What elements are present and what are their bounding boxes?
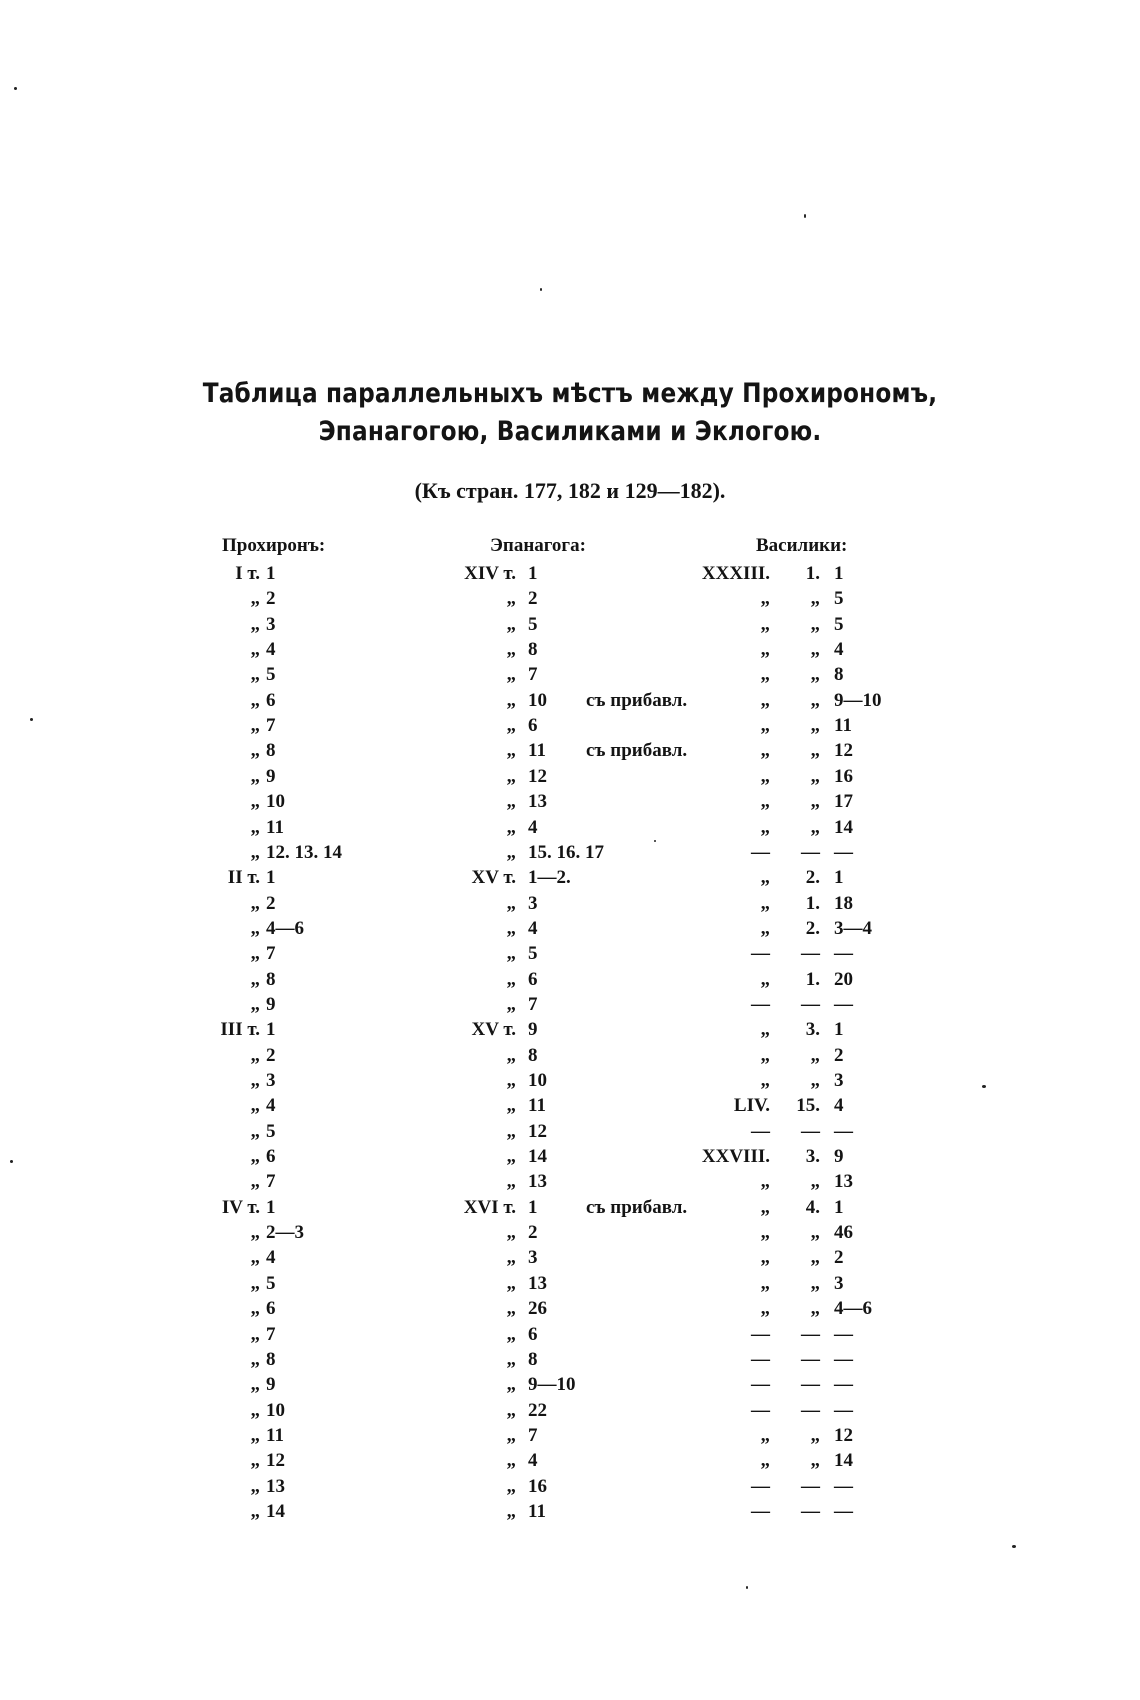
cell-basilika-title: „ xyxy=(810,1425,820,1446)
cell-epanagoge-title: „ xyxy=(506,740,516,761)
cell-epanagoge-title: „ xyxy=(506,918,516,939)
cell-epanagoge-title: „ xyxy=(506,1450,516,1471)
cell-procheiron-title: „ xyxy=(250,1298,260,1319)
cell-basilika-title: — xyxy=(801,1324,820,1345)
cell-basilika-title: 1. xyxy=(805,893,820,914)
cell-basilika-book: „ xyxy=(760,715,770,736)
cell-procheiron-section: 7 xyxy=(266,715,276,736)
cell-basilika-book: „ xyxy=(760,1222,770,1243)
cell-epanagoge-title: „ xyxy=(506,969,516,990)
cell-basilika-title: „ xyxy=(810,1171,820,1192)
cell-basilika-title: „ xyxy=(810,1298,820,1319)
cell-procheiron-section: 8 xyxy=(266,740,276,761)
cell-procheiron-section: 9 xyxy=(266,994,276,1015)
cell-epanagoge-section: 8 xyxy=(528,1349,538,1370)
cell-epanagoge-title: „ xyxy=(506,893,516,914)
scan-speck xyxy=(10,1160,13,1163)
cell-procheiron-section: 8 xyxy=(266,1349,276,1370)
cell-basilika-chapter: 16 xyxy=(834,766,853,787)
cell-procheiron-section: 10 xyxy=(266,791,285,812)
cell-procheiron-section: 4 xyxy=(266,1247,276,1268)
cell-epanagoge-section: 15. 16. 17 xyxy=(528,842,604,863)
scan-speck xyxy=(982,1085,986,1088)
cell-basilika-title: — xyxy=(801,943,820,964)
cell-epanagoge-section: 9—10 xyxy=(528,1374,576,1395)
cell-basilika-chapter: 12 xyxy=(834,1425,853,1446)
cell-procheiron-title: „ xyxy=(250,639,260,660)
cell-epanagoge-section: 14 xyxy=(528,1146,547,1167)
cell-basilika-book: „ xyxy=(760,817,770,838)
scan-speck xyxy=(804,214,806,218)
cell-basilika-chapter: — xyxy=(834,1476,853,1497)
cell-procheiron-title: „ xyxy=(250,1324,260,1345)
cell-basilika-title: „ xyxy=(810,791,820,812)
cell-procheiron-title: „ xyxy=(250,893,260,914)
column-header-procheiron: Прохиронъ: xyxy=(222,535,326,556)
cell-basilika-chapter: — xyxy=(834,1324,853,1345)
cell-basilika-title: — xyxy=(801,1476,820,1497)
cell-epanagoge-title: „ xyxy=(506,994,516,1015)
cell-basilika-book: „ xyxy=(760,969,770,990)
cell-epanagoge-section: 11 xyxy=(528,1501,546,1522)
cell-procheiron-title: „ xyxy=(250,1095,260,1116)
cell-basilika-chapter: — xyxy=(834,943,853,964)
cell-procheiron-title: „ xyxy=(250,1146,260,1167)
cell-basilika-chapter: 14 xyxy=(834,817,853,838)
cell-basilika-book: „ xyxy=(760,1247,770,1268)
cell-basilika-book: „ xyxy=(760,639,770,660)
cell-procheiron-section: 1 xyxy=(266,1019,276,1040)
cell-basilika-book: „ xyxy=(760,1045,770,1066)
cell-epanagoge-title: „ xyxy=(506,664,516,685)
cell-procheiron-title: „ xyxy=(250,994,260,1015)
cell-procheiron-title: „ xyxy=(250,1400,260,1421)
cell-basilika-book: — xyxy=(751,1324,770,1345)
cell-basilika-chapter: 8 xyxy=(834,664,844,685)
cell-epanagoge-title: XVI т. xyxy=(463,1197,516,1218)
cell-procheiron-section: 1 xyxy=(266,1197,276,1218)
cell-basilika-chapter: 12 xyxy=(834,740,853,761)
cell-basilika-chapter: 4—6 xyxy=(834,1298,872,1319)
cell-basilika-book: — xyxy=(751,1400,770,1421)
cell-basilika-chapter: 13 xyxy=(834,1171,853,1192)
cell-basilika-book: „ xyxy=(760,690,770,711)
cell-basilika-title: — xyxy=(801,994,820,1015)
cell-procheiron-section: 6 xyxy=(266,1146,276,1167)
cell-procheiron-title: „ xyxy=(250,766,260,787)
cell-basilika-title: — xyxy=(801,1400,820,1421)
cell-epanagoge-title: „ xyxy=(506,1349,516,1370)
cell-basilika-title: — xyxy=(801,842,820,863)
cell-epanagoge-title: „ xyxy=(506,690,516,711)
cell-procheiron-title: „ xyxy=(250,1121,260,1142)
cell-epanagoge-note: съ прибавл. xyxy=(586,1197,688,1218)
cell-procheiron-title: „ xyxy=(250,664,260,685)
cell-procheiron-title: „ xyxy=(250,1374,260,1395)
cell-procheiron-section: 3 xyxy=(266,614,276,635)
cell-procheiron-section: 7 xyxy=(266,943,276,964)
scan-speck xyxy=(746,1586,748,1589)
cell-basilika-title: „ xyxy=(810,1450,820,1471)
cell-procheiron-section: 11 xyxy=(266,817,284,838)
cell-basilika-title: 2. xyxy=(805,867,820,888)
cell-basilika-chapter: 3—4 xyxy=(834,918,872,939)
cell-procheiron-title: „ xyxy=(250,614,260,635)
cell-basilika-book: „ xyxy=(760,766,770,787)
cell-basilika-title: „ xyxy=(810,817,820,838)
cell-basilika-chapter: 1 xyxy=(834,563,844,584)
cell-procheiron-title: „ xyxy=(250,969,260,990)
cell-basilika-title: „ xyxy=(810,1247,820,1268)
cell-basilika-book: „ xyxy=(760,1171,770,1192)
cell-basilika-title: „ xyxy=(810,1070,820,1091)
cell-basilika-book: — xyxy=(751,1349,770,1370)
cell-epanagoge-title: „ xyxy=(506,1501,516,1522)
cell-procheiron-section: 4—6 xyxy=(266,918,304,939)
cell-basilika-book: „ xyxy=(760,740,770,761)
cell-basilika-book: „ xyxy=(760,588,770,609)
cell-procheiron-title: „ xyxy=(250,1247,260,1268)
cell-procheiron-title: „ xyxy=(250,1045,260,1066)
cell-basilika-book: „ xyxy=(760,1450,770,1471)
cell-procheiron-section: 5 xyxy=(266,1273,276,1294)
cell-basilika-chapter: 9—10 xyxy=(834,690,882,711)
column-header-epanagoge: Эпанагога: xyxy=(490,535,586,556)
cell-basilika-book: „ xyxy=(760,893,770,914)
cell-epanagoge-title: „ xyxy=(506,1247,516,1268)
cell-procheiron-title: „ xyxy=(250,943,260,964)
cell-basilika-book: — xyxy=(751,1476,770,1497)
cell-epanagoge-title: XV т. xyxy=(471,1019,516,1040)
cell-procheiron-section: 2 xyxy=(266,588,276,609)
cell-basilika-chapter: — xyxy=(834,1400,853,1421)
cell-basilika-chapter: 1 xyxy=(834,1019,844,1040)
cell-epanagoge-title: „ xyxy=(506,1425,516,1446)
cell-procheiron-section: 9 xyxy=(266,1374,276,1395)
cell-basilika-title: — xyxy=(801,1121,820,1142)
cell-basilika-book: „ xyxy=(760,1197,770,1218)
cell-basilika-chapter: — xyxy=(834,1349,853,1370)
cell-basilika-title: 1. xyxy=(805,563,820,584)
cell-basilika-chapter: 17 xyxy=(834,791,853,812)
cell-epanagoge-title: „ xyxy=(506,1400,516,1421)
cell-procheiron-section: 7 xyxy=(266,1324,276,1345)
cell-epanagoge-section: 4 xyxy=(528,1450,538,1471)
cell-epanagoge-title: „ xyxy=(506,1222,516,1243)
table-title-line-1: Таблица параллельныхъ мѣстъ между Прохирономъ, xyxy=(202,378,938,409)
cell-basilika-book: XXXIII. xyxy=(701,563,770,584)
cell-procheiron-section: 9 xyxy=(266,766,276,787)
cell-procheiron-title: „ xyxy=(250,817,260,838)
cell-procheiron-section: 2 xyxy=(266,1045,276,1066)
scan-speck xyxy=(1012,1545,1016,1548)
cell-procheiron-title: „ xyxy=(250,842,260,863)
cell-basilika-book: — xyxy=(751,1501,770,1522)
scan-speck xyxy=(30,718,33,721)
cell-basilika-book: „ xyxy=(760,867,770,888)
cell-epanagoge-section: 8 xyxy=(528,639,538,660)
cell-epanagoge-title: „ xyxy=(506,817,516,838)
cell-procheiron-section: 10 xyxy=(266,1400,285,1421)
cell-epanagoge-section: 4 xyxy=(528,918,538,939)
cell-epanagoge-title: „ xyxy=(506,1324,516,1345)
cell-basilika-book: — xyxy=(751,1374,770,1395)
cell-basilika-chapter: — xyxy=(834,1121,853,1142)
cell-procheiron-title: „ xyxy=(250,1171,260,1192)
cell-basilika-book: — xyxy=(751,994,770,1015)
cell-epanagoge-section: 5 xyxy=(528,943,538,964)
cell-epanagoge-section: 7 xyxy=(528,1425,538,1446)
cell-basilika-book: „ xyxy=(760,1070,770,1091)
cell-procheiron-title: I т. xyxy=(235,563,260,584)
cell-basilika-title: „ xyxy=(810,740,820,761)
cell-basilika-book: — xyxy=(751,842,770,863)
cell-epanagoge-section: 6 xyxy=(528,1324,538,1345)
cell-epanagoge-note: съ прибавл. xyxy=(586,740,688,761)
cell-epanagoge-title: „ xyxy=(506,1273,516,1294)
cell-basilika-chapter: — xyxy=(834,842,853,863)
cell-basilika-title: — xyxy=(801,1501,820,1522)
cell-basilika-book: „ xyxy=(760,791,770,812)
cell-procheiron-section: 12. 13. 14 xyxy=(266,842,342,863)
cell-procheiron-section: 6 xyxy=(266,690,276,711)
cell-basilika-book: „ xyxy=(760,1273,770,1294)
cell-basilika-book: XXVIII. xyxy=(701,1146,770,1167)
cell-procheiron-section: 5 xyxy=(266,1121,276,1142)
cell-basilika-chapter: 9 xyxy=(834,1146,844,1167)
cell-basilika-chapter: 14 xyxy=(834,1450,853,1471)
cell-basilika-book: — xyxy=(751,1121,770,1142)
cell-basilika-book: „ xyxy=(760,1425,770,1446)
cell-epanagoge-section: 6 xyxy=(528,715,538,736)
cell-procheiron-section: 8 xyxy=(266,969,276,990)
cell-procheiron-title: „ xyxy=(250,690,260,711)
cell-epanagoge-section: 12 xyxy=(528,1121,547,1142)
cell-procheiron-title: „ xyxy=(250,588,260,609)
cell-epanagoge-section: 5 xyxy=(528,614,538,635)
cell-epanagoge-section: 16 xyxy=(528,1476,547,1497)
cell-basilika-book: „ xyxy=(760,664,770,685)
cell-basilika-title: „ xyxy=(810,664,820,685)
cell-basilika-chapter: — xyxy=(834,994,853,1015)
cell-procheiron-title: „ xyxy=(250,918,260,939)
cell-procheiron-section: 3 xyxy=(266,1070,276,1091)
cell-epanagoge-title: „ xyxy=(506,791,516,812)
cell-procheiron-section: 13 xyxy=(266,1476,285,1497)
cell-epanagoge-section: 9 xyxy=(528,1019,538,1040)
cell-epanagoge-title: „ xyxy=(506,588,516,609)
cell-basilika-chapter: 2 xyxy=(834,1247,844,1268)
cell-epanagoge-section: 2 xyxy=(528,1222,538,1243)
cell-procheiron-title: „ xyxy=(250,1425,260,1446)
cell-procheiron-title: II т. xyxy=(227,867,260,888)
cell-epanagoge-section: 3 xyxy=(528,893,538,914)
cell-procheiron-section: 4 xyxy=(266,639,276,660)
cell-basilika-book: „ xyxy=(760,1298,770,1319)
cell-epanagoge-title: XV т. xyxy=(471,867,516,888)
cell-epanagoge-section: 12 xyxy=(528,766,547,787)
cell-basilika-chapter: 4 xyxy=(834,639,844,660)
cell-epanagoge-section: 11 xyxy=(528,1095,546,1116)
cell-procheiron-section: 1 xyxy=(266,563,276,584)
cell-epanagoge-title: „ xyxy=(506,766,516,787)
cell-epanagoge-section: 8 xyxy=(528,1045,538,1066)
page-reference-subtitle: (Къ стран. 177, 182 и 129—182). xyxy=(414,478,726,503)
cell-epanagoge-section: 1 xyxy=(528,563,538,584)
cell-epanagoge-section: 1 xyxy=(528,1197,538,1218)
cell-procheiron-title: „ xyxy=(250,1349,260,1370)
cell-procheiron-title: III т. xyxy=(220,1019,260,1040)
cell-procheiron-section: 2 xyxy=(266,893,276,914)
cell-basilika-title: — xyxy=(801,1349,820,1370)
cell-procheiron-title: „ xyxy=(250,1070,260,1091)
cell-procheiron-section: 1 xyxy=(266,867,276,888)
column-header-basilika: Василики: xyxy=(756,535,848,556)
cell-epanagoge-section: 4 xyxy=(528,817,538,838)
cell-epanagoge-section: 3 xyxy=(528,1247,538,1268)
cell-epanagoge-section: 2 xyxy=(528,588,538,609)
cell-epanagoge-section: 11 xyxy=(528,740,546,761)
cell-procheiron-title: „ xyxy=(250,715,260,736)
cell-epanagoge-title: „ xyxy=(506,1476,516,1497)
cell-basilika-title: „ xyxy=(810,639,820,660)
cell-procheiron-title: IV т. xyxy=(221,1197,260,1218)
cell-basilika-book: „ xyxy=(760,1019,770,1040)
cell-epanagoge-title: „ xyxy=(506,943,516,964)
cell-basilika-title: „ xyxy=(810,588,820,609)
cell-basilika-title: 4. xyxy=(805,1197,820,1218)
cell-epanagoge-section: 10 xyxy=(528,1070,547,1091)
cell-basilika-chapter: 3 xyxy=(834,1273,844,1294)
cell-basilika-title: „ xyxy=(810,1045,820,1066)
cell-epanagoge-note: съ прибавл. xyxy=(586,690,688,711)
cell-basilika-chapter: 1 xyxy=(834,867,844,888)
cell-procheiron-title: „ xyxy=(250,1450,260,1471)
cell-basilika-title: „ xyxy=(810,1273,820,1294)
cell-procheiron-title: „ xyxy=(250,1222,260,1243)
scan-speck xyxy=(14,87,17,90)
cell-procheiron-section: 12 xyxy=(266,1450,285,1471)
cell-basilika-book: — xyxy=(751,943,770,964)
scan-speck xyxy=(540,288,542,291)
cell-epanagoge-title: „ xyxy=(506,1374,516,1395)
cell-basilika-chapter: 1 xyxy=(834,1197,844,1218)
cell-basilika-chapter: 5 xyxy=(834,614,844,635)
cell-basilika-title: 3. xyxy=(805,1019,820,1040)
cell-basilika-title: 1. xyxy=(805,969,820,990)
cell-epanagoge-section: 1—2. xyxy=(528,867,571,888)
cell-epanagoge-section: 13 xyxy=(528,1171,547,1192)
cell-epanagoge-title: „ xyxy=(506,1171,516,1192)
table-title-line-2: Эпанагогою, Василиками и Эклогою. xyxy=(318,416,822,447)
cell-basilika-chapter: 3 xyxy=(834,1070,844,1091)
cell-procheiron-section: 6 xyxy=(266,1298,276,1319)
cell-procheiron-section: 5 xyxy=(266,664,276,685)
cell-procheiron-section: 11 xyxy=(266,1425,284,1446)
cell-procheiron-section: 4 xyxy=(266,1095,276,1116)
cell-epanagoge-section: 22 xyxy=(528,1400,547,1421)
cell-basilika-book: „ xyxy=(760,918,770,939)
cell-procheiron-title: „ xyxy=(250,1273,260,1294)
cell-epanagoge-title: „ xyxy=(506,1121,516,1142)
cell-epanagoge-section: 26 xyxy=(528,1298,547,1319)
cell-epanagoge-title: „ xyxy=(506,1146,516,1167)
cell-basilika-title: „ xyxy=(810,614,820,635)
cell-basilika-chapter: 5 xyxy=(834,588,844,609)
cell-basilika-chapter: 20 xyxy=(834,969,853,990)
cell-basilika-chapter: — xyxy=(834,1501,853,1522)
cell-basilika-book: „ xyxy=(760,614,770,635)
cell-procheiron-title: „ xyxy=(250,1501,260,1522)
cell-epanagoge-section: 13 xyxy=(528,791,547,812)
cell-procheiron-section: 2—3 xyxy=(266,1222,304,1243)
cell-basilika-chapter: 46 xyxy=(834,1222,853,1243)
cell-basilika-title: 3. xyxy=(805,1146,820,1167)
cell-epanagoge-title: „ xyxy=(506,842,516,863)
cell-basilika-chapter: 11 xyxy=(834,715,852,736)
cell-epanagoge-title: XIV т. xyxy=(464,563,516,584)
cell-basilika-title: „ xyxy=(810,1222,820,1243)
cell-basilika-title: „ xyxy=(810,690,820,711)
cell-procheiron-section: 7 xyxy=(266,1171,276,1192)
cell-basilika-chapter: 18 xyxy=(834,893,853,914)
cell-basilika-chapter: — xyxy=(834,1374,853,1395)
cell-epanagoge-title: „ xyxy=(506,614,516,635)
cell-basilika-title: „ xyxy=(810,715,820,736)
cell-basilika-title: „ xyxy=(810,766,820,787)
cell-basilika-title: 15. xyxy=(796,1095,820,1116)
cell-epanagoge-title: „ xyxy=(506,715,516,736)
cell-procheiron-title: „ xyxy=(250,1476,260,1497)
cell-epanagoge-section: 7 xyxy=(528,994,538,1015)
cell-procheiron-section: 14 xyxy=(266,1501,285,1522)
cell-basilika-chapter: 2 xyxy=(834,1045,844,1066)
cell-epanagoge-title: „ xyxy=(506,1045,516,1066)
cell-epanagoge-section: 10 xyxy=(528,690,547,711)
cell-procheiron-title: „ xyxy=(250,740,260,761)
cell-epanagoge-title: „ xyxy=(506,639,516,660)
cell-epanagoge-section: 7 xyxy=(528,664,538,685)
cell-epanagoge-title: „ xyxy=(506,1070,516,1091)
cell-procheiron-title: „ xyxy=(250,791,260,812)
cell-epanagoge-title: „ xyxy=(506,1298,516,1319)
cell-epanagoge-section: 13 xyxy=(528,1273,547,1294)
cell-epanagoge-title: „ xyxy=(506,1095,516,1116)
scan-speck xyxy=(654,840,656,842)
cell-epanagoge-section: 6 xyxy=(528,969,538,990)
cell-basilika-book: LIV. xyxy=(733,1095,770,1116)
cell-basilika-title: 2. xyxy=(805,918,820,939)
cell-basilika-title: — xyxy=(801,1374,820,1395)
cell-basilika-chapter: 4 xyxy=(834,1095,844,1116)
